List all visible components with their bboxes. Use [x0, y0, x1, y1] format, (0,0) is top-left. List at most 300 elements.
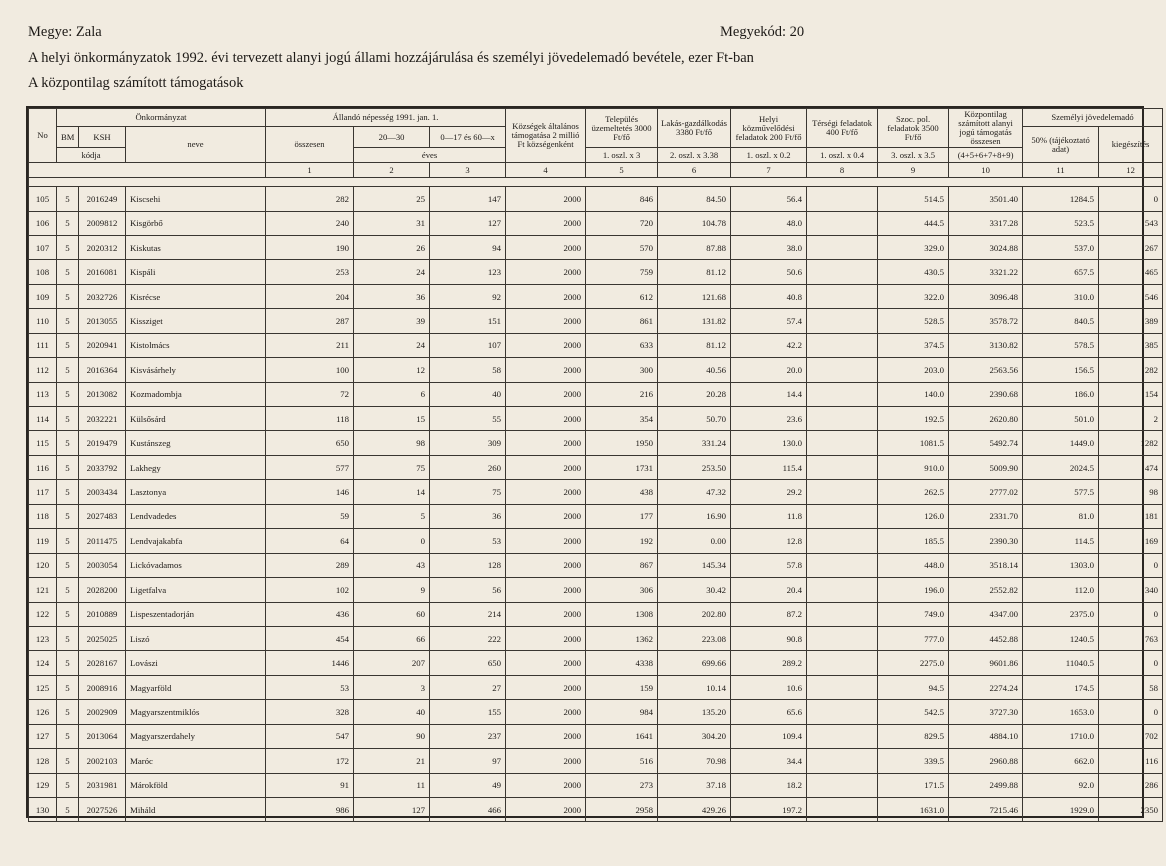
- cell-20-30: 127: [354, 798, 430, 822]
- cell-helyi: 57.8: [731, 553, 807, 577]
- cell-20-30: 90: [354, 724, 430, 748]
- cell-0-17: 27: [430, 675, 506, 699]
- cell-ksh: 2008916: [79, 675, 126, 699]
- cell-kozsegek: 2000: [506, 235, 586, 259]
- cell-kiegeszites: 763: [1099, 626, 1163, 650]
- cell-bm: 5: [57, 358, 79, 382]
- cell-tersegi: [807, 553, 878, 577]
- cell-helyi: 29.2: [731, 480, 807, 504]
- cell-bm: 5: [57, 309, 79, 333]
- cell-name: Maróc: [126, 749, 266, 773]
- cell-20-30: 26: [354, 235, 430, 259]
- cell-tersegi: [807, 407, 878, 431]
- cell-no: 130: [29, 798, 57, 822]
- cell-no: 105: [29, 187, 57, 211]
- cell-osszesen: 72: [266, 382, 354, 406]
- cell-szoc: 171.5: [878, 773, 949, 797]
- cell-lakas: 202.80: [658, 602, 731, 626]
- cell-bm: 5: [57, 260, 79, 284]
- cell-szoc: 448.0: [878, 553, 949, 577]
- table-row: [29, 211, 1163, 235]
- table-row: [29, 480, 1163, 504]
- cell-szoc: 339.5: [878, 749, 949, 773]
- cell-helyi: 11.8: [731, 504, 807, 528]
- cell-kiegeszites: 543: [1099, 211, 1163, 235]
- cell-0-17: 260: [430, 455, 506, 479]
- cell-no: 123: [29, 626, 57, 650]
- cell-lakas: 81.12: [658, 333, 731, 357]
- cell-tersegi: [807, 504, 878, 528]
- cell-osszesen: 118: [266, 407, 354, 431]
- cell-kozpontilag: 2390.68: [949, 382, 1023, 406]
- cell-bm: 5: [57, 724, 79, 748]
- cell-lakas: 0.00: [658, 529, 731, 553]
- col-tersegi: Térségi feladatok 400 Ft/fő: [807, 109, 878, 148]
- support-table: [28, 108, 1163, 822]
- cell-telepules: 984: [586, 700, 658, 724]
- cell-tersegi: [807, 529, 878, 553]
- cell-kozsegek: 2000: [506, 529, 586, 553]
- cell-0-17: 650: [430, 651, 506, 675]
- col-kozpontilag-calc: (4+5+6+7+8+9): [949, 148, 1023, 163]
- cell-0-17: 237: [430, 724, 506, 748]
- col-telepules: Település üzemeltetés 3000 Ft/fő: [586, 109, 658, 148]
- cell-lakas: 87.88: [658, 235, 731, 259]
- cell-telepules: 1950: [586, 431, 658, 455]
- cell-20-30: 31: [354, 211, 430, 235]
- cell-kozsegek: 2000: [506, 749, 586, 773]
- table-row: [29, 749, 1163, 773]
- cell-no: 114: [29, 407, 57, 431]
- cell-szoc: 829.5: [878, 724, 949, 748]
- cell-20-30: 3: [354, 675, 430, 699]
- cell-helyi: 56.4: [731, 187, 807, 211]
- table-row: [29, 724, 1163, 748]
- cell-ksh: 2013064: [79, 724, 126, 748]
- col-kozpontilag: Központilag számított alanyi jogú támogatás összesen: [949, 109, 1023, 148]
- cell-tersegi: [807, 798, 878, 822]
- col-szoc: Szoc. pol. feladatok 3500 Ft/fő: [878, 109, 949, 148]
- cell-osszesen: 1446: [266, 651, 354, 675]
- cell-20-30: 40: [354, 700, 430, 724]
- cell-szoc: 910.0: [878, 455, 949, 479]
- cell-kozpontilag: 3518.14: [949, 553, 1023, 577]
- cell-kozpontilag: 7215.46: [949, 798, 1023, 822]
- table-row: [29, 382, 1163, 406]
- cell-bm: 5: [57, 407, 79, 431]
- cell-name: Magyarszerdahely: [126, 724, 266, 748]
- cell-kiegeszites: 267: [1099, 235, 1163, 259]
- cell-name: Kisrécse: [126, 284, 266, 308]
- cell-szja50: 81.0: [1023, 504, 1099, 528]
- cell-kozpontilag: 2960.88: [949, 749, 1023, 773]
- cell-osszesen: 240: [266, 211, 354, 235]
- table-row: [29, 798, 1163, 822]
- cell-kiegeszites: 0: [1099, 553, 1163, 577]
- cell-szja50: 1710.0: [1023, 724, 1099, 748]
- cell-name: Miháld: [126, 798, 266, 822]
- cell-tersegi: [807, 480, 878, 504]
- cell-kozpontilag: 4347.00: [949, 602, 1023, 626]
- cell-name: Kiscsehi: [126, 187, 266, 211]
- cell-osszesen: 100: [266, 358, 354, 382]
- cell-szja50: 501.0: [1023, 407, 1099, 431]
- cell-kiegeszites: 465: [1099, 260, 1163, 284]
- cell-osszesen: 454: [266, 626, 354, 650]
- cell-szoc: 262.5: [878, 480, 949, 504]
- col-neve: neve: [126, 127, 266, 163]
- cell-lakas: 47.32: [658, 480, 731, 504]
- cell-no: 118: [29, 504, 57, 528]
- cell-lakas: 304.20: [658, 724, 731, 748]
- county-label: Megye: Zala: [28, 24, 102, 40]
- cell-kozsegek: 2000: [506, 504, 586, 528]
- cell-ksh: 2002909: [79, 700, 126, 724]
- cell-bm: 5: [57, 675, 79, 699]
- cell-no: 128: [29, 749, 57, 773]
- cell-tersegi: [807, 602, 878, 626]
- col-nepesseg: Állandó népesség 1991. jan. 1.: [266, 109, 506, 127]
- document-title: A helyi önkormányzatok 1992. évi tervezett alanyi jogú állami hozzájárulása és személyi jövedelemadó bevétele, ezer Ft-ban: [28, 50, 754, 66]
- cell-kozpontilag: 3317.28: [949, 211, 1023, 235]
- cell-ksh: 2025025: [79, 626, 126, 650]
- cell-0-17: 155: [430, 700, 506, 724]
- table-row: [29, 235, 1163, 259]
- cell-no: 129: [29, 773, 57, 797]
- cell-szja50: 11040.5: [1023, 651, 1099, 675]
- cell-szoc: 374.5: [878, 333, 949, 357]
- cell-helyi: 20.0: [731, 358, 807, 382]
- cell-osszesen: 289: [266, 553, 354, 577]
- county-code-label: Megyekód: 20: [720, 24, 805, 40]
- cell-no: 106: [29, 211, 57, 235]
- cell-kozsegek: 2000: [506, 724, 586, 748]
- cell-ksh: 2033792: [79, 455, 126, 479]
- colnum-spacer: [29, 163, 266, 178]
- table-row: [29, 529, 1163, 553]
- cell-name: Kistolmács: [126, 333, 266, 357]
- cell-szoc: 542.5: [878, 700, 949, 724]
- cell-helyi: 18.2: [731, 773, 807, 797]
- document-subtitle: A központilag számított támogatások: [28, 75, 244, 91]
- cell-lakas: 84.50: [658, 187, 731, 211]
- cell-ksh: 2016249: [79, 187, 126, 211]
- cell-kozpontilag: 3130.82: [949, 333, 1023, 357]
- cell-lakas: 331.24: [658, 431, 731, 455]
- cell-szja50: 578.5: [1023, 333, 1099, 357]
- cell-tersegi: [807, 260, 878, 284]
- cell-osszesen: 211: [266, 333, 354, 357]
- cell-helyi: 40.8: [731, 284, 807, 308]
- cell-ksh: 2032726: [79, 284, 126, 308]
- header-gap: [29, 178, 1163, 187]
- col-bm: BM: [57, 127, 79, 148]
- cell-tersegi: [807, 651, 878, 675]
- cell-0-17: 53: [430, 529, 506, 553]
- cell-kiegeszites: 0: [1099, 651, 1163, 675]
- cell-name: Lakhegy: [126, 455, 266, 479]
- col-no: No: [29, 109, 57, 163]
- cell-kozpontilag: 2777.02: [949, 480, 1023, 504]
- cell-ksh: 2028200: [79, 578, 126, 602]
- cell-helyi: 57.4: [731, 309, 807, 333]
- cell-kiegeszites: 474: [1099, 455, 1163, 479]
- cell-helyi: 23.6: [731, 407, 807, 431]
- cell-tersegi: [807, 675, 878, 699]
- cell-no: 110: [29, 309, 57, 333]
- table-row: [29, 553, 1163, 577]
- table-row: [29, 431, 1163, 455]
- cell-szoc: 749.0: [878, 602, 949, 626]
- cell-name: Magyarszentmiklós: [126, 700, 266, 724]
- table-row: [29, 284, 1163, 308]
- cell-kozsegek: 2000: [506, 431, 586, 455]
- cell-no: 124: [29, 651, 57, 675]
- cell-tersegi: [807, 700, 878, 724]
- cell-kiegeszites: 282: [1099, 358, 1163, 382]
- cell-szja50: 156.5: [1023, 358, 1099, 382]
- cell-szja50: 1449.0: [1023, 431, 1099, 455]
- cell-kiegeszites: 702: [1099, 724, 1163, 748]
- colnum: 3: [430, 163, 506, 178]
- cell-tersegi: [807, 773, 878, 797]
- cell-20-30: 43: [354, 553, 430, 577]
- cell-osszesen: 577: [266, 455, 354, 479]
- cell-bm: 5: [57, 700, 79, 724]
- col-age-0-17: 0—17 és 60—x: [430, 127, 506, 148]
- cell-helyi: 289.2: [731, 651, 807, 675]
- cell-kiegeszites: 58: [1099, 675, 1163, 699]
- cell-szja50: 523.5: [1023, 211, 1099, 235]
- cell-telepules: 306: [586, 578, 658, 602]
- cell-szja50: 174.5: [1023, 675, 1099, 699]
- cell-bm: 5: [57, 382, 79, 406]
- cell-helyi: 50.6: [731, 260, 807, 284]
- cell-szja50: 2375.0: [1023, 602, 1099, 626]
- cell-szoc: 329.0: [878, 235, 949, 259]
- cell-bm: 5: [57, 504, 79, 528]
- cell-ksh: 2016364: [79, 358, 126, 382]
- cell-no: 119: [29, 529, 57, 553]
- cell-kozsegek: 2000: [506, 798, 586, 822]
- cell-kiegeszites: 116: [1099, 749, 1163, 773]
- cell-szja50: 1929.0: [1023, 798, 1099, 822]
- table-row: [29, 455, 1163, 479]
- cell-tersegi: [807, 749, 878, 773]
- cell-kozpontilag: 2563.56: [949, 358, 1023, 382]
- cell-szoc: 430.5: [878, 260, 949, 284]
- colnum: 4: [506, 163, 586, 178]
- cell-20-30: 24: [354, 260, 430, 284]
- cell-kozsegek: 2000: [506, 187, 586, 211]
- cell-helyi: 48.0: [731, 211, 807, 235]
- cell-szja50: 92.0: [1023, 773, 1099, 797]
- cell-helyi: 109.4: [731, 724, 807, 748]
- table-row: [29, 578, 1163, 602]
- cell-no: 109: [29, 284, 57, 308]
- cell-bm: 5: [57, 602, 79, 626]
- table-row: [29, 651, 1163, 675]
- cell-bm: 5: [57, 211, 79, 235]
- cell-szoc: 126.0: [878, 504, 949, 528]
- cell-szja50: 840.5: [1023, 309, 1099, 333]
- cell-ksh: 2016081: [79, 260, 126, 284]
- cell-0-17: 49: [430, 773, 506, 797]
- cell-0-17: 128: [430, 553, 506, 577]
- cell-tersegi: [807, 309, 878, 333]
- colnum: 5: [586, 163, 658, 178]
- table-row: [29, 626, 1163, 650]
- cell-lakas: 81.12: [658, 260, 731, 284]
- cell-kiegeszites: 340: [1099, 578, 1163, 602]
- cell-0-17: 127: [430, 211, 506, 235]
- cell-helyi: 130.0: [731, 431, 807, 455]
- cell-20-30: 0: [354, 529, 430, 553]
- cell-kozpontilag: 2331.70: [949, 504, 1023, 528]
- cell-szja50: 657.5: [1023, 260, 1099, 284]
- cell-0-17: 147: [430, 187, 506, 211]
- cell-20-30: 36: [354, 284, 430, 308]
- cell-szja50: 577.5: [1023, 480, 1099, 504]
- cell-kozpontilag: 2552.82: [949, 578, 1023, 602]
- cell-szoc: 203.0: [878, 358, 949, 382]
- cell-0-17: 214: [430, 602, 506, 626]
- cell-name: Kisvásárhely: [126, 358, 266, 382]
- table-row: [29, 260, 1163, 284]
- cell-no: 115: [29, 431, 57, 455]
- cell-ksh: 2032221: [79, 407, 126, 431]
- cell-lakas: 40.56: [658, 358, 731, 382]
- cell-name: Kozmadombja: [126, 382, 266, 406]
- col-osszesen: összesen: [266, 127, 354, 163]
- cell-telepules: 1362: [586, 626, 658, 650]
- col-lakas: Lakás-gazdálkodás 3380 Ft/fő: [658, 109, 731, 148]
- cell-0-17: 107: [430, 333, 506, 357]
- cell-telepules: 846: [586, 187, 658, 211]
- cell-ksh: 2002103: [79, 749, 126, 773]
- cell-szoc: 2275.0: [878, 651, 949, 675]
- cell-no: 126: [29, 700, 57, 724]
- cell-0-17: 55: [430, 407, 506, 431]
- cell-lakas: 50.70: [658, 407, 731, 431]
- cell-tersegi: [807, 382, 878, 406]
- cell-name: Márokföld: [126, 773, 266, 797]
- cell-kozpontilag: 2499.88: [949, 773, 1023, 797]
- cell-lakas: 145.34: [658, 553, 731, 577]
- cell-name: Liszó: [126, 626, 266, 650]
- cell-kozsegek: 2000: [506, 675, 586, 699]
- cell-helyi: 14.4: [731, 382, 807, 406]
- cell-bm: 5: [57, 187, 79, 211]
- cell-name: Lasztonya: [126, 480, 266, 504]
- cell-bm: 5: [57, 773, 79, 797]
- cell-ksh: 2013055: [79, 309, 126, 333]
- cell-kiegeszites: 169: [1099, 529, 1163, 553]
- cell-bm: 5: [57, 651, 79, 675]
- cell-helyi: 34.4: [731, 749, 807, 773]
- cell-telepules: 300: [586, 358, 658, 382]
- cell-lakas: 253.50: [658, 455, 731, 479]
- table-row: [29, 602, 1163, 626]
- cell-kozsegek: 2000: [506, 773, 586, 797]
- cell-szja50: 1653.0: [1023, 700, 1099, 724]
- cell-name: Lendvajakabfa: [126, 529, 266, 553]
- cell-telepules: 1308: [586, 602, 658, 626]
- cell-20-30: 25: [354, 187, 430, 211]
- cell-szja50: 1240.5: [1023, 626, 1099, 650]
- cell-helyi: 42.2: [731, 333, 807, 357]
- cell-telepules: 4338: [586, 651, 658, 675]
- cell-20-30: 12: [354, 358, 430, 382]
- cell-kozpontilag: 4884.10: [949, 724, 1023, 748]
- cell-kozsegek: 2000: [506, 382, 586, 406]
- colnum: 9: [878, 163, 949, 178]
- cell-ksh: 2009812: [79, 211, 126, 235]
- cell-bm: 5: [57, 480, 79, 504]
- cell-name: Kispáli: [126, 260, 266, 284]
- cell-no: 113: [29, 382, 57, 406]
- cell-kiegeszites: 0: [1099, 602, 1163, 626]
- cell-kozsegek: 2000: [506, 480, 586, 504]
- cell-lakas: 37.18: [658, 773, 731, 797]
- cell-kozpontilag: 2390.30: [949, 529, 1023, 553]
- cell-name: Külsősárd: [126, 407, 266, 431]
- cell-no: 117: [29, 480, 57, 504]
- cell-kozpontilag: 9601.86: [949, 651, 1023, 675]
- cell-kozpontilag: 2274.24: [949, 675, 1023, 699]
- cell-osszesen: 436: [266, 602, 354, 626]
- cell-szoc: 140.0: [878, 382, 949, 406]
- cell-kozpontilag: 4452.88: [949, 626, 1023, 650]
- cell-bm: 5: [57, 529, 79, 553]
- cell-szoc: 514.5: [878, 187, 949, 211]
- cell-name: Lendvadedes: [126, 504, 266, 528]
- cell-20-30: 39: [354, 309, 430, 333]
- cell-szja50: 186.0: [1023, 382, 1099, 406]
- cell-telepules: 867: [586, 553, 658, 577]
- cell-lakas: 699.66: [658, 651, 731, 675]
- cell-kozpontilag: 3578.72: [949, 309, 1023, 333]
- cell-kozpontilag: 5009.90: [949, 455, 1023, 479]
- cell-ksh: 2011475: [79, 529, 126, 553]
- cell-telepules: 861: [586, 309, 658, 333]
- cell-lakas: 104.78: [658, 211, 731, 235]
- cell-telepules: 1641: [586, 724, 658, 748]
- cell-telepules: 633: [586, 333, 658, 357]
- cell-telepules: 570: [586, 235, 658, 259]
- cell-ksh: 2020941: [79, 333, 126, 357]
- colnum: 6: [658, 163, 731, 178]
- cell-20-30: 75: [354, 455, 430, 479]
- cell-bm: 5: [57, 284, 79, 308]
- cell-ksh: 2010889: [79, 602, 126, 626]
- cell-kozsegek: 2000: [506, 651, 586, 675]
- cell-ksh: 2028167: [79, 651, 126, 675]
- cell-bm: 5: [57, 578, 79, 602]
- cell-no: 112: [29, 358, 57, 382]
- cell-tersegi: [807, 187, 878, 211]
- cell-kozsegek: 2000: [506, 455, 586, 479]
- cell-tersegi: [807, 431, 878, 455]
- cell-szoc: 1081.5: [878, 431, 949, 455]
- cell-tersegi: [807, 358, 878, 382]
- cell-20-30: 14: [354, 480, 430, 504]
- cell-ksh: 2019479: [79, 431, 126, 455]
- cell-no: 121: [29, 578, 57, 602]
- table-row: [29, 675, 1163, 699]
- cell-kiegeszites: 0: [1099, 700, 1163, 724]
- cell-osszesen: 64: [266, 529, 354, 553]
